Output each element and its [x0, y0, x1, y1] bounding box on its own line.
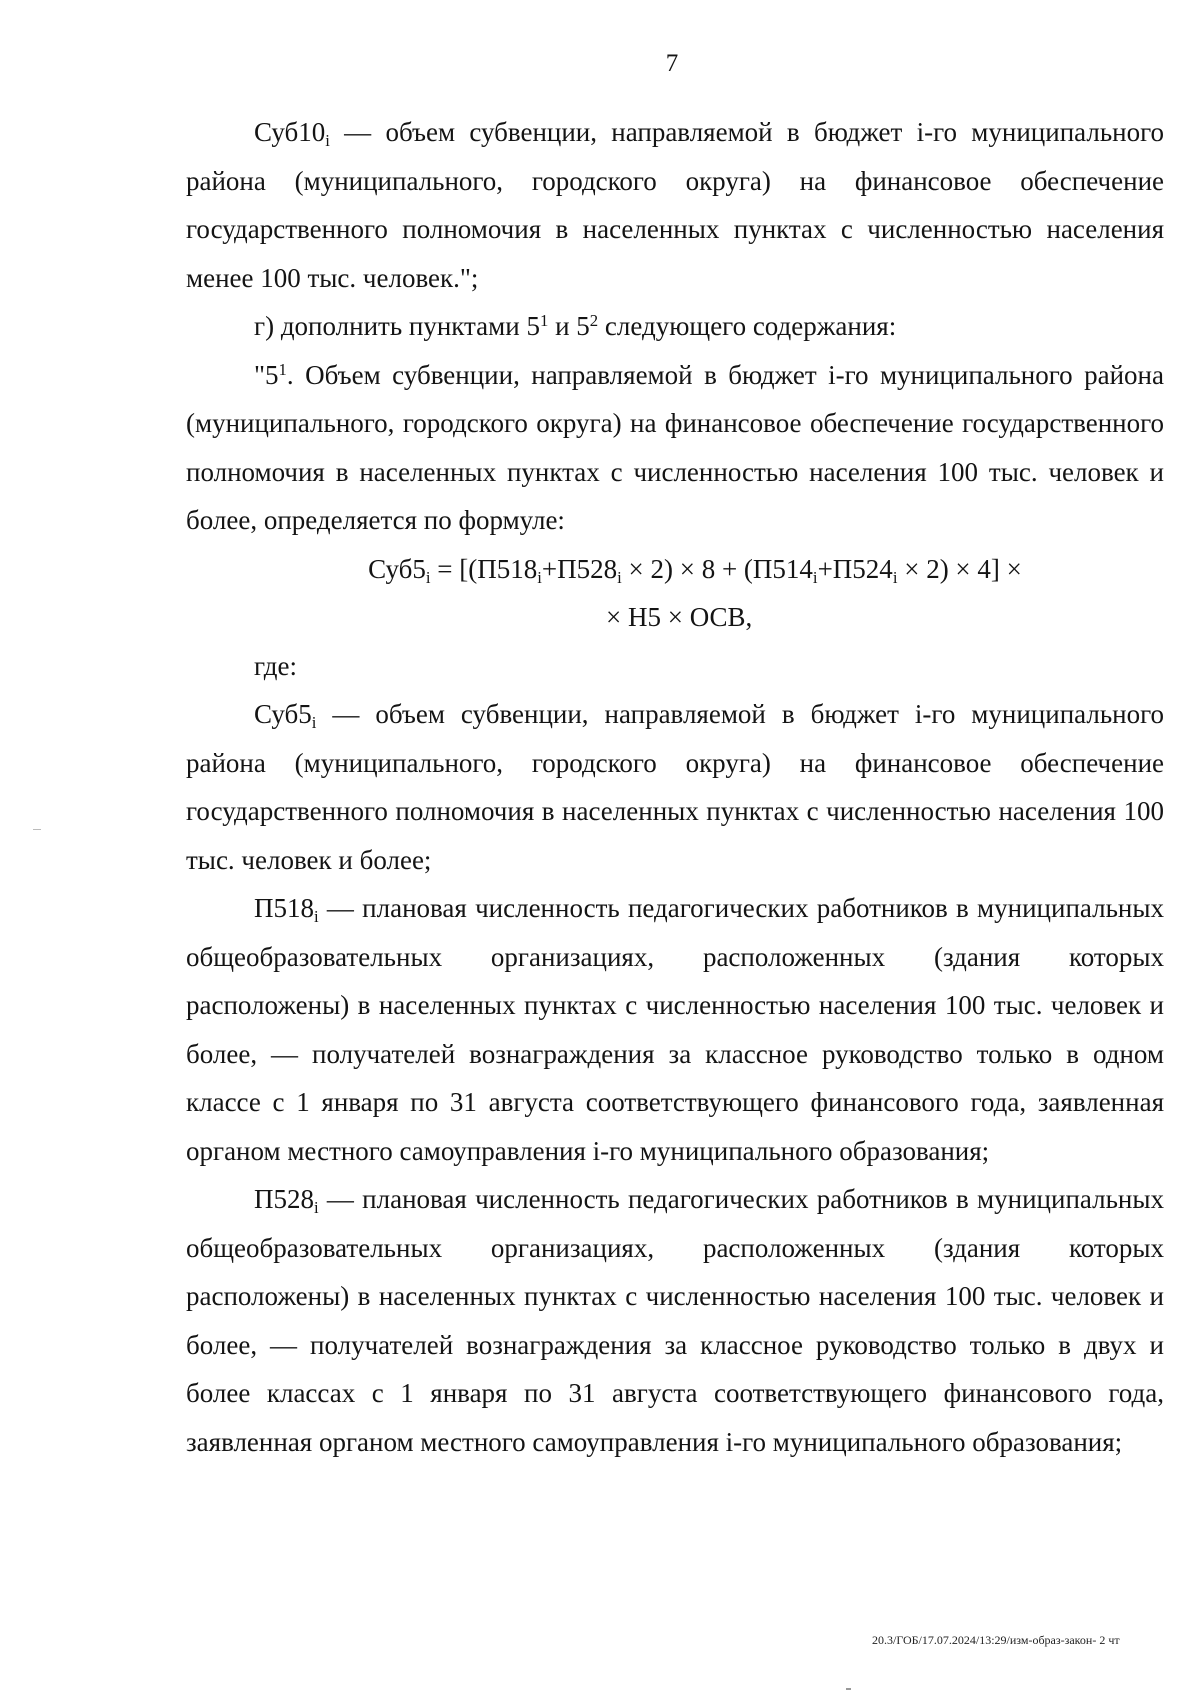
text-fragment: и 5	[548, 311, 590, 341]
formula-line-1	[186, 545, 1164, 594]
formula-part: × 2) × 8 + (П514	[621, 553, 813, 584]
superscript: 1	[278, 359, 287, 379]
paragraph-point-5-1	[186, 351, 1164, 545]
document-footer-code: 20.3/ГОБ/17.07.2024/13:29/изм-образ-закон- 2 чт	[872, 1633, 1120, 1647]
term-sub5: Суб5	[254, 699, 312, 729]
paragraph-p518-definition	[186, 884, 1164, 1175]
scan-margin-mark	[33, 829, 41, 830]
definition-text: — объем субвенции, направляемой в бюджет i-го муниципального района (муниципального, городского округа) на финансовое обеспечение государственного полномочия в населенных пунктах с численностью населения 100 тыс. человек и более;	[186, 699, 1164, 875]
term-sub10: Суб10	[254, 117, 326, 147]
definition-text: — объем субвенции, направляемой в бюджет i-го муниципального района (муниципального, городского округа) на финансовое обеспечение государственного полномочия в населенных пунктах с численностью населения менее 100 тыс. человек.";	[186, 117, 1164, 293]
text-fragment: . Объем субвенции, направляемой в бюджет i-го муниципального района (муниципального, городского округа) на финансовое обеспечение государственного полномочия в населенных пунктах с численностью населения 100 тыс. человек и более, определяется по формуле:	[186, 359, 1164, 535]
formula-subscript: i	[812, 567, 818, 587]
formula-part: +П528	[541, 553, 618, 584]
term-subscript: i	[325, 131, 330, 151]
paragraph-p528-definition	[186, 1175, 1164, 1466]
formula-subscript: i	[617, 567, 622, 587]
formula-part: = [(П518	[430, 553, 538, 584]
term-p518: П518	[254, 893, 314, 923]
paragraph-amendment-g	[186, 302, 1164, 351]
definition-text: — плановая численность педагогических работников в муниципальных общеобразовательных организациях, расположенных (здания которых расположены) в населенных пунктах с численностью населения 100 тыс. человек и более, — получателей вознаграждения за классное руководство только в двух и более классах с 1 января по 31 августа соответствующего финансового года, заявленная органом местного самоуправления i-го муниципального образования;	[186, 1184, 1164, 1457]
term-subscript: i	[314, 907, 319, 927]
where-label: где:	[254, 650, 297, 681]
page-number: 7	[665, 50, 679, 77]
superscript: 1	[539, 310, 549, 330]
text-fragment: "5	[254, 359, 279, 390]
term-subscript: i	[311, 713, 317, 733]
formula-part: Суб5	[368, 553, 426, 584]
paragraph-sub10-definition	[186, 108, 1164, 302]
document-body	[186, 108, 1164, 1466]
formula-line-2: × Н5 × ОСВ,	[606, 602, 753, 632]
superscript: 2	[589, 310, 599, 330]
scan-bottom-mark	[846, 1688, 851, 1690]
formula-part: × 2) × 4] ×	[897, 553, 1022, 584]
definition-text: — плановая численность педагогических работников в муниципальных общеобразовательных организациях, расположенных (здания которых расположены) в населенных пунктах с численностью населения 100 тыс. человек и более, — получателей вознаграждения за классное руководство только в одном классе с 1 января по 31 августа соответствующего финансового года, заявленная органом местного самоуправления i-го муниципального образования;	[186, 893, 1164, 1166]
term-subscript: i	[314, 1198, 319, 1218]
text-fragment: г) дополнить пунктами 5	[254, 311, 540, 341]
text-fragment: следующего содержания:	[598, 311, 897, 341]
paragraph-sub5-definition	[186, 690, 1164, 884]
formula-subscript: i	[537, 567, 542, 587]
formula-subscript: i	[425, 567, 431, 587]
term-p528: П528	[254, 1184, 314, 1214]
formula-part: +П524	[817, 553, 893, 584]
formula-subscript: i	[892, 567, 898, 587]
